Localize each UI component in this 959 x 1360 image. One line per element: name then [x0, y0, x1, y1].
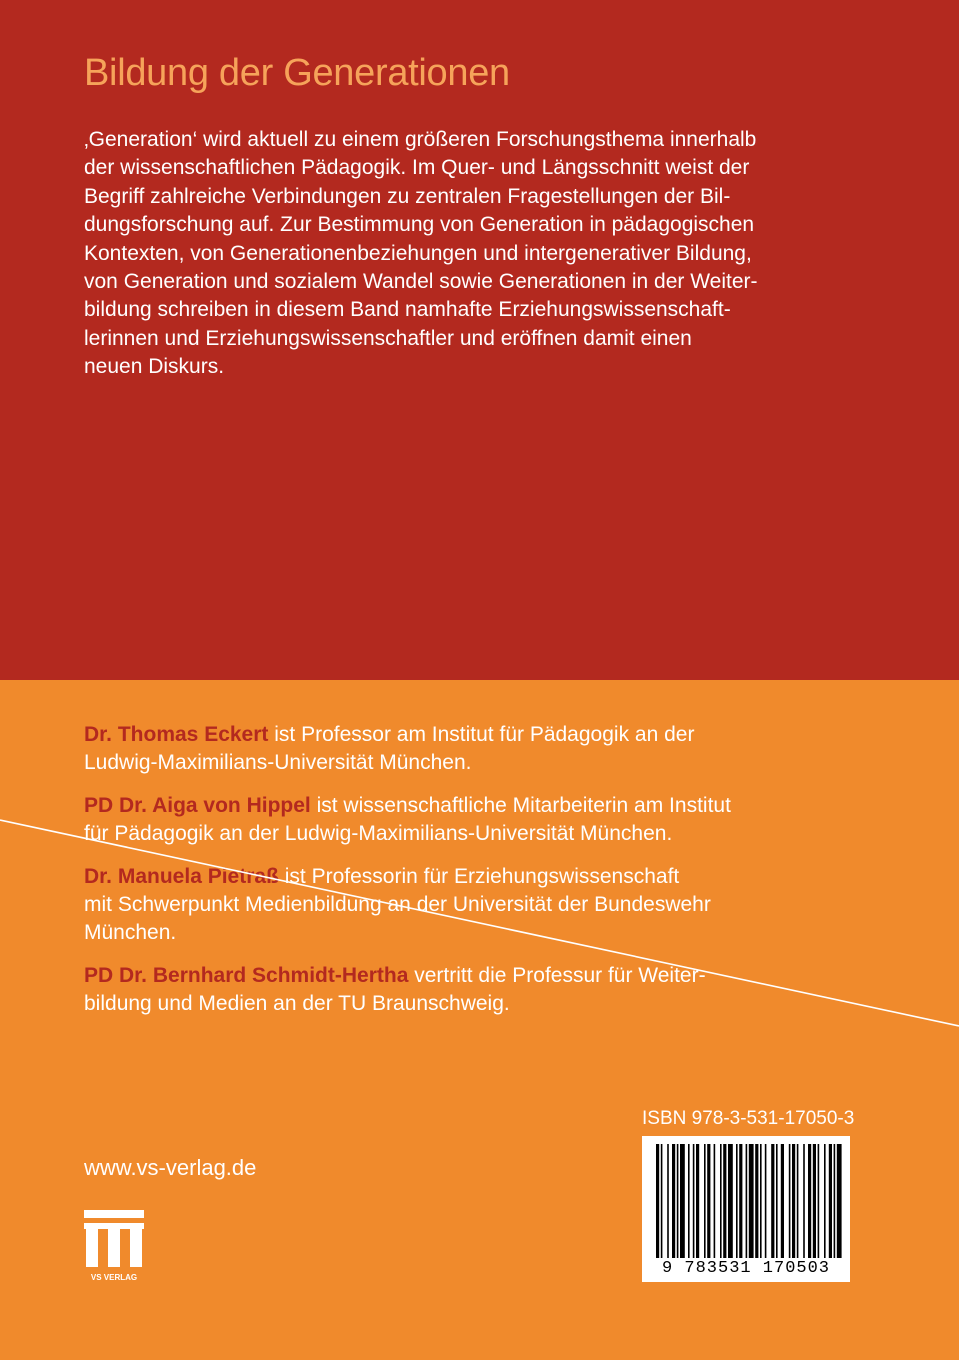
author-name: PD Dr. Aiga von Hippel [84, 793, 311, 817]
description-line: ‚Generation‘ wird aktuell zu einem größeren Forschungsthema innerhalb [84, 128, 757, 151]
author-bio: PD Dr. Bernhard Schmidt-Hertha vertritt die Professur für Weiter- bildung und Medien an der TU Braunschweig. [84, 963, 706, 1016]
svg-text:VS VERLAG: VS VERLAG [90, 1273, 138, 1282]
author-bio: PD Dr. Aiga von Hippel ist wissenschaftliche Mitarbeiterin am Institut für Pädagogik an der Ludwig-Maximilians-Universität München. [84, 793, 731, 846]
author-name: Dr. Manuela Pietraß [84, 864, 279, 888]
description-line: bildung schreiben in diesem Band namhafte Erziehungswissenschaft- [84, 298, 731, 322]
author-bio: Dr. Manuela Pietraß ist Professorin für Erziehungswissenschaft mit Schwerpunkt Medienbildung an der Universität der Bundeswehr München. [84, 864, 711, 945]
description-line: der wissenschaftlichen Pädagogik. Im Quer- und Längsschnitt weist der [84, 156, 750, 180]
description-line: neuen Diskurs. [84, 355, 225, 379]
vs-verlag-logo [84, 1210, 144, 1282]
description-line: von Generation und sozialem Wandel sowie Generationen in der Weiter- [84, 270, 758, 294]
isbn-barcode [642, 1136, 850, 1282]
description-line: lerinnen und Erziehungswissenschaftler und eröffnen damit einen [84, 326, 692, 350]
publisher-website[interactable]: www.vs-verlag.de [84, 1155, 257, 1180]
description-line: Kontexten, von Generationenbeziehungen und intergenerativer Bildung, [84, 241, 752, 265]
isbn-label: ISBN 978-3-531-17050-3 [642, 1108, 855, 1129]
author-name: PD Dr. Bernhard Schmidt-Hertha [84, 963, 409, 987]
barcode-digits: 9 783531 170503 [642, 1258, 850, 1280]
author-name: Dr. Thomas Eckert [84, 723, 269, 746]
description-line: Begriff zahlreiche Verbindungen zu zentralen Fragestellungen der Bil- [84, 184, 731, 208]
description-line: dungsforschung auf. Zur Bestimmung von Generation in pädagogischen [84, 213, 755, 237]
author-bio: Dr. Thomas Eckert ist Professor am Institut für Pädagogik an der Ludwig-Maximilians-Universität München. [84, 723, 695, 775]
book-title: Bildung der Generationen [84, 52, 510, 94]
